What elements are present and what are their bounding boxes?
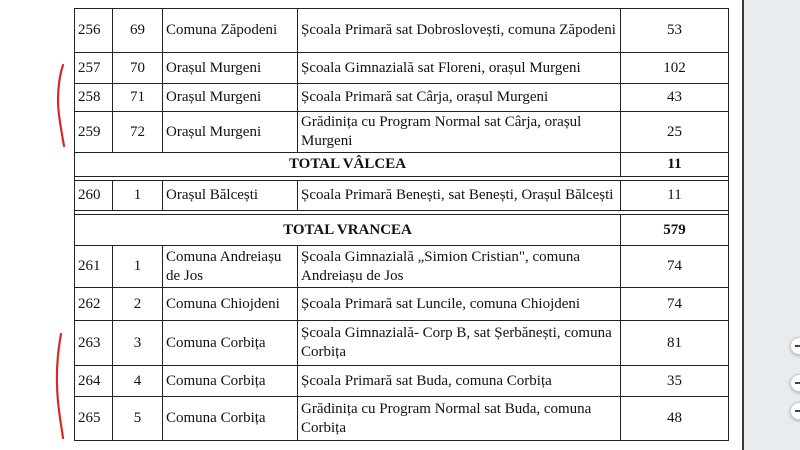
locality: Comuna Corbița: [163, 366, 298, 397]
locality: Comuna Zăpodeni: [163, 9, 298, 53]
count: 53: [621, 9, 729, 53]
school-name: Școala Primară sat Dobroslovești, comuna Zăpodeni: [298, 9, 621, 53]
total-vrancea-value: 579: [621, 215, 729, 246]
table-row: [75, 112, 729, 153]
count: 35: [621, 366, 729, 397]
total-valcea-value: 11: [621, 153, 729, 177]
locality: Comuna Chiojdeni: [163, 288, 298, 321]
page-edge-divider: [742, 0, 744, 450]
row-number: 262: [75, 288, 113, 321]
locality: Orașul Murgeni: [163, 84, 298, 112]
count: 25: [621, 112, 729, 153]
zoom-out-button[interactable]: [790, 374, 800, 392]
school-name: Școala Gimnazială „Simion Cristian", comuna Andreiașu de Jos: [298, 246, 621, 288]
table-row: [75, 321, 729, 366]
school-name: Școala Gimnazială- Corp B, sat Șerbănești, comuna Corbița: [298, 321, 621, 366]
table-row: [75, 246, 729, 288]
row-number: 263: [75, 321, 113, 366]
table-row: [75, 181, 729, 211]
row-number: 260: [75, 181, 113, 211]
county-number: 4: [113, 366, 163, 397]
table-row: [75, 53, 729, 84]
table-row: [75, 84, 729, 112]
table-row: [75, 397, 729, 441]
count: 81: [621, 321, 729, 366]
count: 74: [621, 246, 729, 288]
county-number: 3: [113, 321, 163, 366]
table-row: [75, 9, 729, 53]
school-name: Școala Primară Benești, sat Benești, Orașul Bălcești: [298, 181, 621, 211]
locality: Comuna Corbița: [163, 321, 298, 366]
row-number: 264: [75, 366, 113, 397]
row-number: 258: [75, 84, 113, 112]
county-number: 70: [113, 53, 163, 84]
locality: Orașul Murgeni: [163, 53, 298, 84]
county-number: 2: [113, 288, 163, 321]
row-number: 265: [75, 397, 113, 441]
total-row-vrancea: [75, 215, 729, 246]
school-name: Școala Primară sat Buda, comuna Corbița: [298, 366, 621, 397]
county-number: 1: [113, 246, 163, 288]
count: 48: [621, 397, 729, 441]
count: 43: [621, 84, 729, 112]
row-number: 261: [75, 246, 113, 288]
total-valcea-label: TOTAL VÂLCEA: [75, 153, 621, 177]
red-annotation-bracket-top: [52, 60, 72, 150]
zoom-out-button[interactable]: [790, 337, 800, 355]
locality: Orașul Bălcești: [163, 181, 298, 211]
locality: Orașul Murgeni: [163, 112, 298, 153]
county-number: 71: [113, 84, 163, 112]
total-row-valcea: [75, 153, 729, 177]
school-name: Grădinița cu Program Normal sat Cârja, orașul Murgeni: [298, 112, 621, 153]
table-row: [75, 366, 729, 397]
school-name: Școala Primară sat Luncile, comuna Chiojdeni: [298, 288, 621, 321]
table-row: [75, 288, 729, 321]
schools-table: [74, 8, 729, 441]
row-number: 257: [75, 53, 113, 84]
school-name: Școala Primară sat Cârja, orașul Murgeni: [298, 84, 621, 112]
minus-icon: [795, 410, 800, 412]
row-number: 256: [75, 9, 113, 53]
red-annotation-bracket-bottom: [50, 330, 70, 442]
locality: Comuna Corbița: [163, 397, 298, 441]
county-number: 69: [113, 9, 163, 53]
school-name: Grădinița cu Program Normal sat Buda, comuna Corbița: [298, 397, 621, 441]
minus-icon: [795, 382, 800, 384]
zoom-out-button[interactable]: [790, 402, 800, 420]
county-number: 72: [113, 112, 163, 153]
count: 102: [621, 53, 729, 84]
school-name: Școala Gimnazială sat Floreni, orașul Murgeni: [298, 53, 621, 84]
count: 11: [621, 181, 729, 211]
count: 74: [621, 288, 729, 321]
minus-icon: [795, 345, 800, 347]
county-number: 5: [113, 397, 163, 441]
row-number: 259: [75, 112, 113, 153]
total-vrancea-label: TOTAL VRANCEA: [75, 215, 621, 246]
county-number: 1: [113, 181, 163, 211]
locality: Comuna Andreiașu de Jos: [163, 246, 298, 288]
